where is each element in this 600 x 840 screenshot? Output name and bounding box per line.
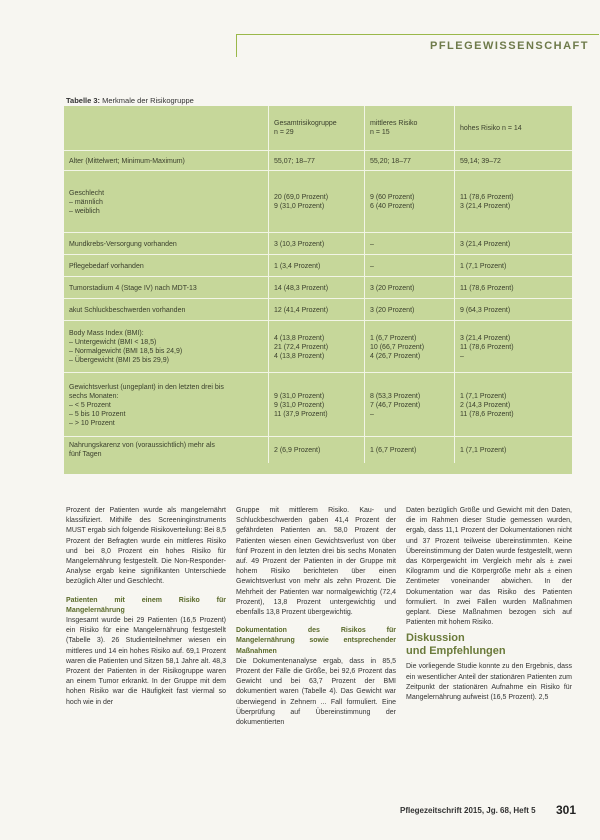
table-row (64, 254, 572, 277)
table-cell: Body Mass Index (BMI): – Untergewicht (BMI < 18,5) – Normalgewicht (BMI 18,5 bis 24,9) – Übergewicht (BMI 25 bis 29,9) (69, 330, 183, 364)
paragraph: Prozent der Patienten wurde als mangelernährt klassifiziert. Mithilfe des Screeninginstruments MUST ergab sich folgende Risikoverteilung: Bei 8,5 Prozent der Befragten wurde ein mittleres Risiko und bei 8,0 Prozent ein hohes Risiko für Mangelernährung festgestellt. Die Non-Responder-Analyse ergab keine signifikanten Unterschiede bezüglich Alter und Geschlecht. (66, 507, 226, 586)
page-footer (400, 803, 576, 817)
table-row (64, 372, 572, 437)
table-cell: 3 (21,4 Prozent) (454, 233, 572, 255)
journal-reference: Pflegezeitschrift 2015, Jg. 68, Heft 5 (400, 806, 536, 815)
header-rule (236, 34, 599, 57)
paragraph: Daten bezüglich Größe und Gewicht mit den Daten, die im Rahmen dieser Studie gemessen wurden, ergab, dass 11,1 Prozent der Dokumentationen nicht und 37 Prozent teilweise übereinstimmten. Keine Übereinstimmung der Daten wurde festgestellt, wenn das Körpergewicht im Vergleich mehr als ± zwei Kilogramm und die Körpergröße mehr als ± einen Zentimeter voneinander abwichen. In der Dokumentation war das Risiko des Patienten formuliert. In zwei Fällen wurden Maßnahmen geplant. Diese Maßnahmen bezogen sich auf Patienten mit hohem Risiko. (406, 507, 572, 627)
table-cell: 3 (20 Prozent) (364, 299, 454, 321)
table-cell: 14 (48,3 Prozent) (268, 277, 364, 299)
table-row (64, 232, 572, 255)
table-cell: Alter (Mittelwert; Minimum-Maximum) (69, 157, 185, 165)
paragraph: Die vorliegende Studie konnte zu den Ergebnis, dass ein wesentlicher Anteil der stationären Patienten zum Zeitpunkt der stationären Aufnahme ein Risiko für Mangelernährung aufweist (16,5 Prozent). 2,5 (406, 663, 572, 702)
table-cell: 1 (6,7 Prozent) (364, 437, 454, 463)
table-cell: 55,07; 18–77 (268, 151, 364, 171)
table-cell: – (364, 233, 454, 255)
subheading: Patienten mit einem Risiko für Mangelernährung (66, 596, 226, 614)
risk-group-table (64, 106, 572, 474)
table-row (64, 276, 572, 299)
table-cell: 11 (78,6 Prozent) 3 (21,4 Prozent) (454, 171, 572, 233)
table-row (64, 436, 572, 463)
table-cell: Geschlecht – männlich – weiblich (69, 189, 105, 215)
table-cell: 3 (20 Prozent) (364, 277, 454, 299)
table-cell: 9 (64,3 Prozent) (454, 299, 572, 321)
table-cell: 9 (60 Prozent) 6 (40 Prozent) (364, 171, 454, 233)
table-cell: 1 (3,4 Prozent) (268, 255, 364, 277)
paragraph: Insgesamt wurde bei 29 Patienten (16,5 Prozent) ein Risiko für eine Mangelernährung festgestellt (Tabelle 3). 26 Studienteilnehmer wiesen ein mittleres und 14 ein hohes Risiko auf. 69,1 Prozent waren die Patienten und Sitzen 58,1 Jahre alt. 48,3 Prozent der Patienten in der Risikogruppe waren an einem Tumor erkrankt. In der Gruppe mit dem hohen Risiko war die Häufigkeit fast viermal so hoch wie in der (66, 617, 226, 706)
paragraph: Gruppe mit mittlerem Risiko. Kau- und Schluckbeschwerden gaben 41,4 Prozent der gefährdeten Patienten an. 58,0 Prozent der Patienten wiesen einen Gewichtsverlust von über fünf Prozent in den letzten drei bis sechs Monaten auf. 49 Prozent der Patienten in der Gruppe mit hohem Risiko berichteten über einen Gewichtsverlust von mehr als zehn Prozent. Die Mehrheit der Patienten war normalgewichtig (72,4 Prozent), 13,8 Prozent untergewichtig und ebenfalls 13,8 Prozent übergewichtig. (236, 507, 396, 617)
table-cell: Tumorstadium 4 (Stage IV) nach MDT-13 (69, 284, 197, 292)
table-cell: 59,14; 39–72 (454, 151, 572, 171)
table-cell: 2 (6,9 Prozent) (268, 437, 364, 463)
table-cell: 12 (41,4 Prozent) (268, 299, 364, 321)
table-cell: Mundkrebs-Versorgung vorhanden (69, 240, 177, 248)
table-row (64, 298, 572, 321)
table-cell: 1 (7,1 Prozent) (454, 255, 572, 277)
table-cell: 11 (78,6 Prozent) (454, 277, 572, 299)
text-column-2 (236, 506, 396, 728)
caption-label: Tabelle 3: (66, 96, 101, 105)
caption-text: Merkmale der Risikogruppe (102, 96, 194, 105)
paragraph: Die Dokumentenanalyse ergab, dass in 85,5 Prozent der Fälle die Größe, bei 92,6 Prozent das Gewicht und bei 63,7 Prozent der BMI dokumentiert waren (Tabelle 4). Das Gewicht war überwiegend in Zehnern ... Fall formuliert. Eine Überprüfung auf Übereinstimmung der dokumentierten (236, 657, 396, 727)
table-cell: 1 (6,7 Prozent) 10 (66,7 Prozent) 4 (26,7 Prozent) (364, 321, 454, 373)
table-cell: 1 (7,1 Prozent) (454, 437, 572, 463)
table-header-row (64, 106, 572, 150)
table-header-cell: Gesamtrisikogruppe n = 29 (268, 106, 364, 150)
table-cell: 9 (31,0 Prozent) 9 (31,0 Prozent) 11 (37,9 Prozent) (268, 373, 364, 437)
table-cell: Gewichtsverlust (ungeplant) in den letzten drei bis sechs Monaten: – < 5 Prozent – 5 bis 10 Prozent – > 10 Prozent (69, 383, 224, 427)
table-cell: 1 (7,1 Prozent) 2 (14,3 Prozent) 11 (78,6 Prozent) (454, 373, 572, 437)
table-cell: 20 (69,0 Prozent) 9 (31,0 Prozent) (268, 171, 364, 233)
table-cell: 8 (53,3 Prozent) 7 (46,7 Prozent) – (364, 373, 454, 437)
table-cell: akut Schluckbeschwerden vorhanden (69, 306, 186, 314)
section-title: PFLEGEWISSENSCHAFT (429, 40, 589, 52)
table-cell: – (364, 255, 454, 277)
table-cell: Nahrungskarenz von (voraussichtlich) mehr als fünf Tagen (69, 442, 215, 458)
table-cell: 55,20; 18–77 (364, 151, 454, 171)
text-column-1 (66, 506, 226, 708)
page-number: 301 (555, 803, 576, 817)
text-column-3 (406, 506, 572, 703)
table-cell: 4 (13,8 Prozent) 21 (72,4 Prozent) 4 (13,8 Prozent) (268, 321, 364, 373)
section-heading: Diskussion und Empfehlungen (406, 632, 506, 658)
table-caption (66, 96, 194, 105)
table-header-cell: hohes Risiko n = 14 (454, 106, 572, 150)
table-header-cell: mittleres Risiko n = 15 (364, 106, 454, 150)
subheading: Dokumentation des Risikos für Mangelernährung sowie entsprechender Maßnahmen (236, 627, 396, 655)
table-cell: 3 (10,3 Prozent) (268, 233, 364, 255)
table-row (64, 170, 572, 233)
table-cell: Pflegebedarf vorhanden (69, 262, 144, 270)
table-row (64, 150, 572, 171)
table-cell: 3 (21,4 Prozent) 11 (78,6 Prozent) – (454, 321, 572, 373)
table-row (64, 320, 572, 373)
table-header-cell (64, 106, 268, 150)
